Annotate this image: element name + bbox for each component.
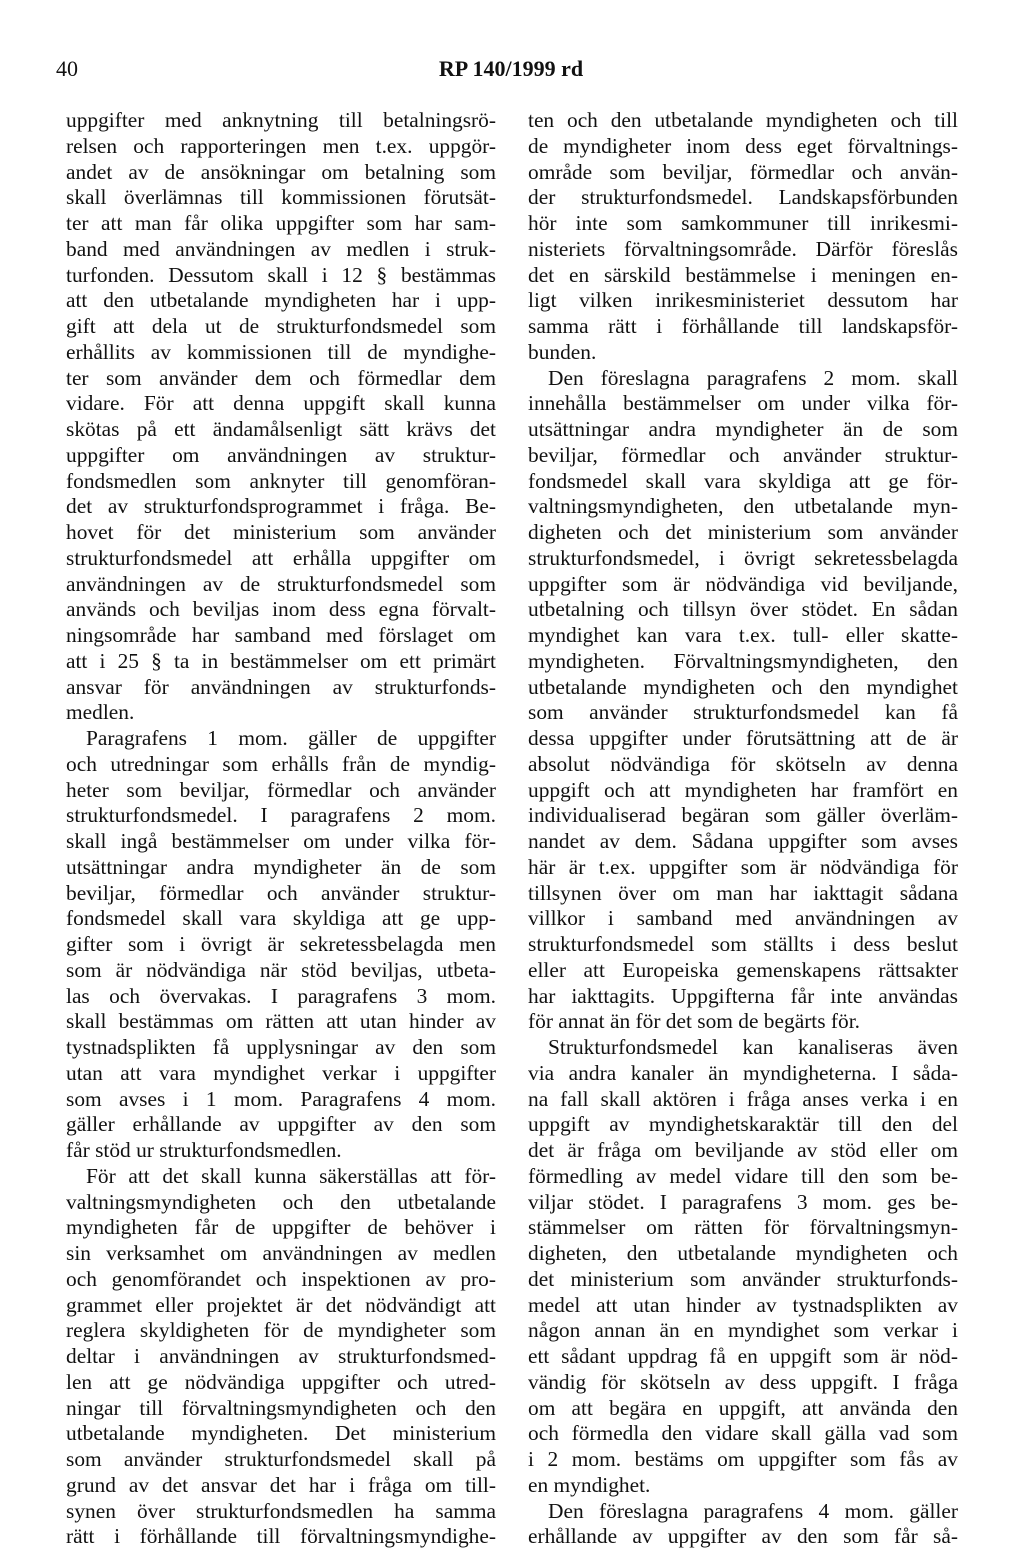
text-line: förmedling av medel vidare till den som be- <box>528 1163 958 1188</box>
text-line: ningar till förvaltningsmyndigheten och den <box>66 1395 496 1420</box>
text-line: som avses i 1 mom. Paragrafens 4 mom. <box>66 1086 496 1111</box>
text-line: len att ge nödvändiga uppgifter och utred- <box>66 1369 496 1394</box>
text-line: att i 25 § ta in bestämmelser om ett primärt <box>66 648 496 673</box>
text-line: någon annan än en myndighet som verkar i <box>528 1318 958 1343</box>
text-line: Den föreslagna paragrafens 4 mom. gäller <box>548 1498 958 1523</box>
text-line: det är fråga om beviljande av stöd eller om <box>528 1138 958 1162</box>
text-line: synen över strukturfondsmedlen ha samma <box>66 1498 496 1523</box>
text-line: har iakttagits. Uppgifterna får inte användas <box>528 983 958 1008</box>
text-line: via andra kanaler än myndigheterna. I såda- <box>528 1060 958 1085</box>
text-line: uppgifter som är nödvändiga vid beviljande, <box>528 571 958 596</box>
text-line: valtningsmyndigheten, den utbetalande myn- <box>528 494 958 519</box>
text-line: om att begära en uppgift, att använda den <box>528 1395 958 1420</box>
text-line: strukturfondsmedel som ställts i dess beslut <box>528 932 958 956</box>
text-line: det en särskild bestämmelse i meningen en- <box>528 262 958 287</box>
text-line: utan att vara myndighet verkar i uppgifter <box>66 1060 496 1085</box>
text-line: stämmelser om rätten för förvaltningsmyn- <box>528 1215 958 1240</box>
text-line: eller att Europeiska gemenskapens rättsakter <box>528 957 958 982</box>
text-line: digheten och det ministerium som använder <box>528 520 958 544</box>
page-number: 40 <box>56 56 78 81</box>
text-line: att den utbetalande myndigheten har i upp- <box>66 288 496 313</box>
text-line: här är t.ex. uppgifter som är nödvändiga för <box>528 854 958 879</box>
text-line: vändig för skötseln av dess uppgift. I fråga <box>528 1369 958 1394</box>
text-line: vidare. För att denna uppgift skall kunna <box>66 391 496 416</box>
text-line: gift att dela ut de strukturfondsmedel som <box>66 314 496 338</box>
text-line: som använder strukturfondsmedel kan få <box>528 700 958 725</box>
text-line: ningsområde har samband med förslaget om <box>66 623 496 647</box>
text-line: som är nödvändiga när stöd beviljas, utbeta- <box>66 957 496 982</box>
text-line: i 2 mom. bestäms om uppgifter som fås av <box>528 1447 958 1471</box>
text-line: hovet för det ministerium som använder <box>66 520 496 544</box>
text-line: innehålla bestämmelser om under vilka för- <box>528 391 958 416</box>
text-line: gäller erhållande av uppgifter av den som <box>66 1112 496 1137</box>
text-line: strukturfondsmedel att erhålla uppgifter om <box>66 545 496 570</box>
text-line: uppgift och att myndigheten har framfört en <box>528 777 958 802</box>
text-line: myndigheten. Förvaltningsmyndigheten, den <box>528 648 958 673</box>
text-line: bunden. <box>528 339 597 364</box>
text-line: uppgift av myndighetskaraktär till den del <box>528 1112 958 1137</box>
text-line: de myndigheter inom dess eget förvaltnings- <box>528 133 958 158</box>
text-line: område som beviljar, förmedlar och använ- <box>528 159 958 184</box>
page-header <box>56 56 966 88</box>
text-line: används och beviljas inom dess egna förvalt- <box>66 597 496 622</box>
text-line: för annat än för det som de begärts för. <box>528 1009 861 1034</box>
text-line: absolut nödvändiga för skötseln av denna <box>528 751 958 776</box>
text-line: digheten, den utbetalande myndigheten och <box>528 1241 958 1265</box>
text-line: det ministerium som använder strukturfonds- <box>528 1266 958 1291</box>
text-line: uppgifter med anknytning till betalningsrö- <box>66 108 496 132</box>
text-line: strukturfondsmedel, i övrigt sekretessbelagda <box>528 545 958 570</box>
text-line: ansvar för användningen av strukturfonds- <box>66 674 496 699</box>
text-line: villkor i samband med användningen av <box>528 906 958 931</box>
text-line: grund av det ansvar det har i fråga om till- <box>66 1472 496 1497</box>
text-line: strukturfondsmedel. I paragrafens 2 mom. <box>66 803 496 828</box>
text-line: rätt i förhållande till förvaltningsmyndighe- <box>66 1524 496 1549</box>
running-head: RP 140/1999 rd <box>438 56 584 81</box>
text-line: na fall skall aktören i fråga anses verka i en <box>528 1086 958 1111</box>
text-line: myndigheten får de uppgifter de behöver i <box>66 1215 496 1240</box>
text-line: gifter som i övrigt är sekretessbelagda men <box>66 932 496 956</box>
text-line: grammet eller projektet är det nödvändigt att <box>66 1292 496 1317</box>
text-line: beviljar, förmedlar och använder struktur- <box>66 880 496 905</box>
text-line: valtningsmyndigheten och den utbetalande <box>66 1189 496 1214</box>
text-line: För att det skall kunna säkerställas att för- <box>86 1163 496 1188</box>
text-line: individualiserad begäran som gäller överläm- <box>528 803 958 828</box>
text-line: Paragrafens 1 mom. gäller de uppgifter <box>86 726 496 750</box>
text-line: utsättningar andra myndigheter än de som <box>66 854 496 879</box>
text-line: ligt vilken inrikesministeriet dessutom har <box>528 288 958 313</box>
text-line: fondsmedel skall vara skyldiga att ge för- <box>528 468 958 493</box>
text-line: och genomförandet och inspektionen av pro- <box>66 1266 496 1291</box>
text-line: fondsmedel skall vara skyldiga att ge upp- <box>66 906 496 931</box>
text-line: andet av de ansökningar om betalning som <box>66 159 496 184</box>
text-line: en myndighet. <box>528 1472 651 1497</box>
text-line: turfonden. Dessutom skall i 12 § bestämmas <box>66 262 496 287</box>
text-line: viljar stödet. I paragrafens 3 mom. ges be- <box>528 1189 958 1214</box>
text-line: fondsmedlen som anknyter till genomföran- <box>66 468 496 493</box>
right-text-column <box>528 108 958 1550</box>
text-line: der strukturfondsmedel. Landskapsförbunden <box>528 185 958 210</box>
text-line: utbetalande myndigheten. Det ministerium <box>66 1421 496 1446</box>
text-line: nisteriets förvaltningsområde. Därför föreslås <box>528 236 958 261</box>
text-line: ter som använder dem och förmedlar dem <box>66 365 496 390</box>
text-line: erhållande av uppgifter av den som får så- <box>528 1524 958 1549</box>
text-line: skall bestämmas om rätten att utan hinder av <box>66 1009 496 1034</box>
text-line: det av strukturfondsprogrammet i fråga. Be- <box>66 494 496 519</box>
text-line: Strukturfondsmedel kan kanaliseras även <box>548 1035 958 1059</box>
text-line: skall ingå bestämmelser om under vilka för- <box>66 829 496 853</box>
text-line: utbetalning och tillsyn över stödet. En sådan <box>528 597 958 622</box>
left-text-column <box>66 108 496 1550</box>
text-line: ter att man får olika uppgifter som har sam- <box>66 211 496 235</box>
text-line: skall överlämnas till kommissionen förutsät- <box>66 185 496 210</box>
text-line: utsättningar andra myndigheter än de som <box>528 417 958 441</box>
text-line: som använder strukturfondsmedel skall på <box>66 1447 496 1471</box>
text-line: erhållits av kommissionen till de myndighe- <box>66 339 496 364</box>
text-line: uppgifter om användningen av struktur- <box>66 442 496 467</box>
text-line: dessa uppgifter under förutsättning att de är <box>528 726 958 750</box>
text-line: Den föreslagna paragrafens 2 mom. skall <box>548 365 958 390</box>
text-line: reglera skyldigheten för de myndigheter som <box>66 1318 496 1343</box>
text-line: medel att utan hinder av tystnadsplikten av <box>528 1292 958 1317</box>
text-line: medlen. <box>66 700 135 725</box>
text-line: band med användningen av medlen i struk- <box>66 236 496 261</box>
text-line: deltar i användningen av strukturfondsmed- <box>66 1344 496 1368</box>
text-line: får stöd ur strukturfondsmedlen. <box>66 1138 342 1162</box>
text-line: ett sådant uppdrag få en uppgift som är nöd- <box>528 1344 958 1368</box>
text-line: samma rätt i förhållande till landskapsför- <box>528 314 958 338</box>
text-line: tystnadsplikten få upplysningar av den som <box>66 1035 496 1059</box>
text-line: heter som beviljar, förmedlar och använder <box>66 777 496 802</box>
text-line: utbetalande myndigheten och den myndighet <box>528 674 958 699</box>
text-line: beviljar, förmedlar och använder struktur- <box>528 442 958 467</box>
text-line: sin verksamhet om användningen av medlen <box>66 1241 496 1265</box>
text-line: användningen av de strukturfondsmedel som <box>66 571 496 596</box>
text-line: tillsynen över om man har iakttagit sådana <box>528 880 958 905</box>
text-line: las och övervakas. I paragrafens 3 mom. <box>66 983 496 1008</box>
text-line: och utredningar som erhålls från de myndig- <box>66 751 496 776</box>
text-line: nandet av dem. Sådana uppgifter som avses <box>528 829 958 853</box>
text-line: skötas på ett ändamålsenligt sätt krävs det <box>66 417 496 441</box>
text-line: hör inte som samkommuner till inrikesmi- <box>528 211 958 235</box>
text-line: ten och den utbetalande myndigheten och till <box>528 108 958 132</box>
text-line: och förmedla den vidare skall gälla vad som <box>528 1421 958 1446</box>
text-line: relsen och rapporteringen men t.ex. uppgör- <box>66 133 496 158</box>
text-line: myndighet kan vara t.ex. tull- eller skatte- <box>528 623 958 647</box>
